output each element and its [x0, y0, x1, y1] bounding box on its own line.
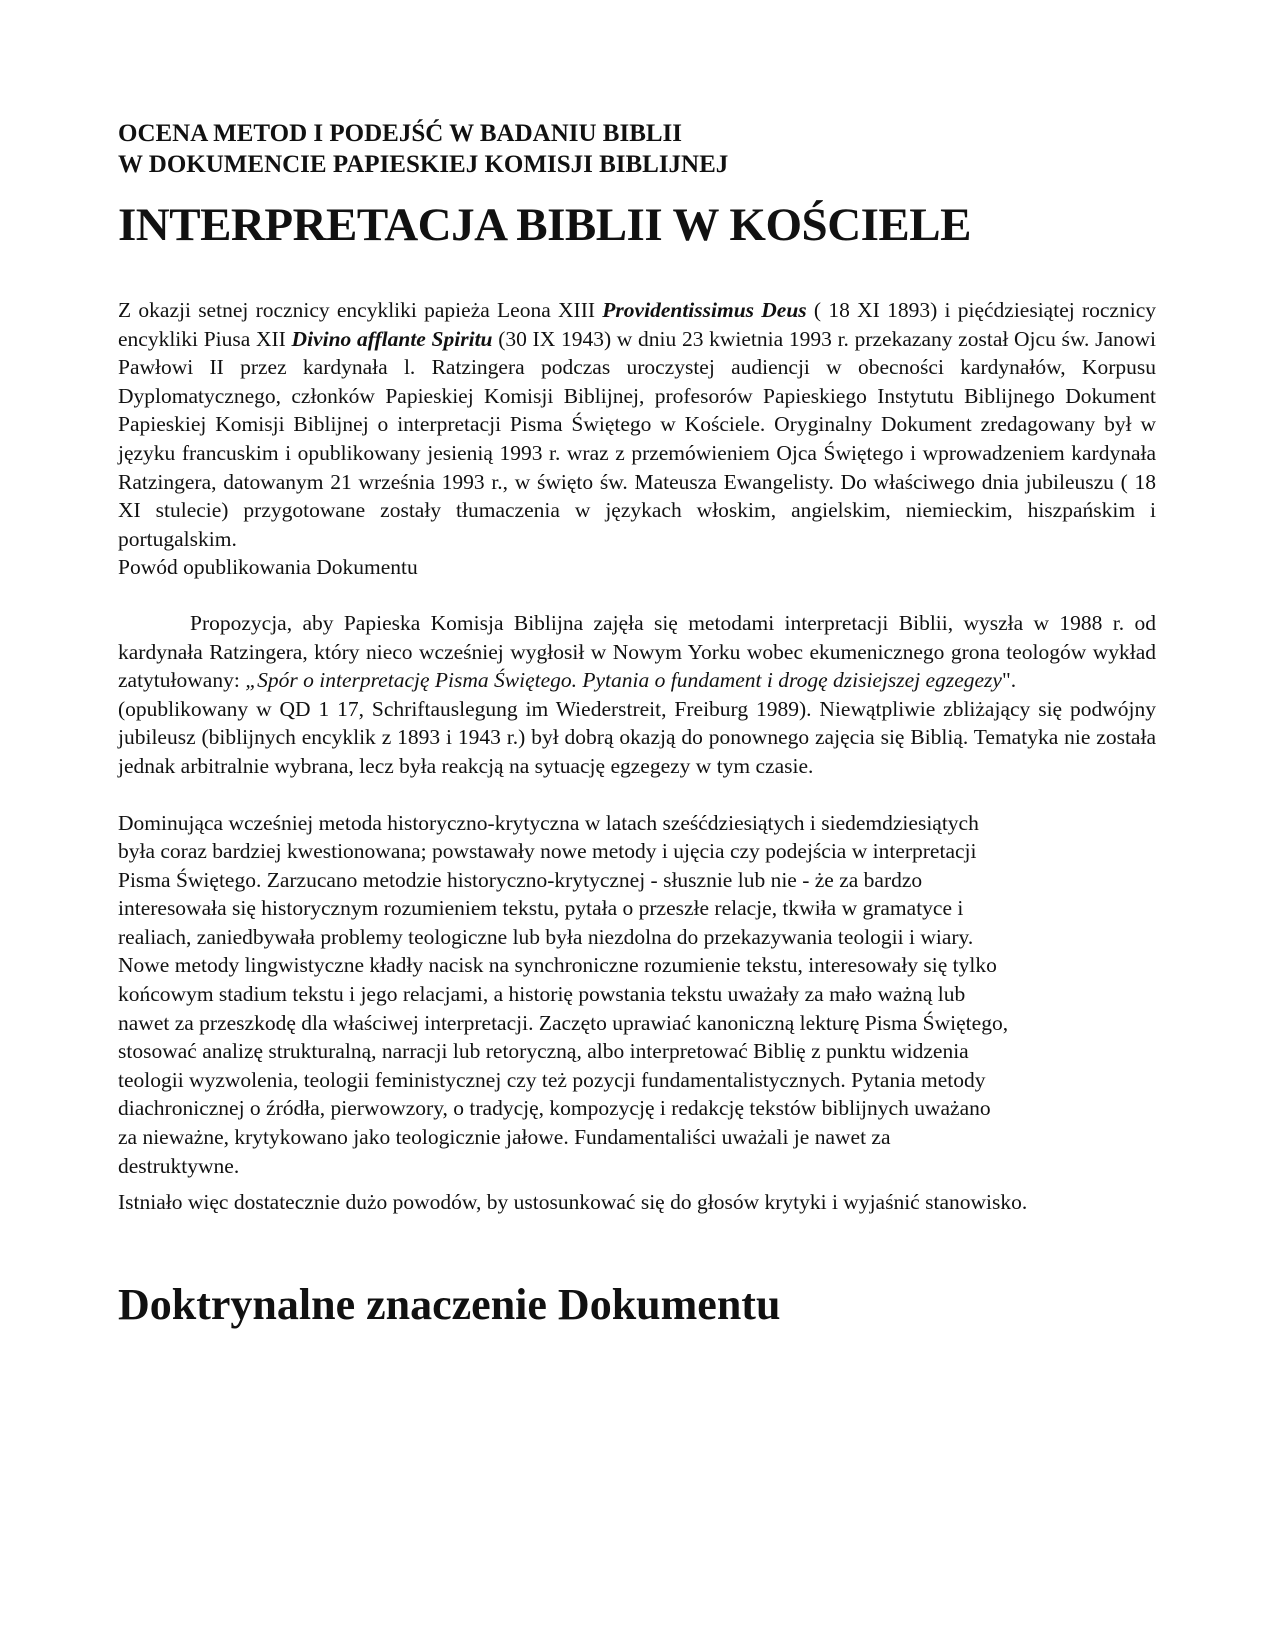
proposal-paragraph	[118, 609, 1156, 695]
dominant-line: realiach, zaniedbywała problemy teologiczne lub była niezdolna do przekazywania teologii i wiary.	[118, 924, 974, 949]
dominant-line: Nowe metody lingwistyczne kładły nacisk na synchroniczne rozumienie tekstu, interesowały się tylko	[118, 953, 997, 978]
section-heading: Doktrynalne znaczenie Dokumentu	[118, 1279, 781, 1329]
kicker-line-2: W DOKUMENCIE PAPIESKIEJ KOMISJI BIBLIJNEJ	[118, 151, 729, 178]
intro-paragraph	[118, 296, 1156, 553]
dominant-line: teologii wyzwolenia, teologii feministycznej czy też pozycji fundamentalistycznych. Pytania metody	[118, 1067, 986, 1092]
proposal-text-2: ".	[1001, 668, 1017, 693]
dominant-line: za nieważne, krytykowano jako teologicznie jałowe. Fundamentaliści uważali je nawet za	[118, 1125, 891, 1150]
published-note-paragraph: (opublikowany w QD 1 17, Schriftauslegung im Wiederstreit, Freiburg 1989). Niewątpliwie zbliżający się podwójny jubileusz (biblijnych encyklik z 1893 i 1943 r.) był dobrą okazją do ponownego zajęcia się Biblią. Tematyka nie została jednak arbitralnie wybrana, lecz była reakcją na sytuację egzegezy w tym czasie.	[118, 696, 1156, 778]
dominant-method-paragraph	[118, 809, 1156, 1181]
proposal-text-1: Propozycja, aby Papieska Komisja Biblijna zajęła się metodami interpretacji Biblii, wyszła w 1988 r. od kardynała Ratzingera, który nieco wcześniej wygłosił w Nowym Yorku wobec ekumenicznego grona teologów wykład zatytułowany:	[118, 610, 1156, 693]
intro-text-1: Z okazji setnej rocznicy encykliki papieża Leona XIII	[118, 298, 603, 322]
dominant-line: była coraz bardziej kwestionowana; powstawały nowe metody i ujęcia czy podejścia w interpretacji	[118, 839, 977, 864]
dominant-line: Dominująca wcześniej metoda historyczno-krytyczna w latach sześćdziesiątych i siedemdziesiątych	[118, 810, 979, 835]
encyclical-title-divino: Divino afflante Spiritu	[291, 326, 493, 351]
dominant-line: nawet za przeszkodę dla właściwej interpretacji. Zaczęto uprawiać kanoniczną lekturę Pisma Świętego,	[118, 1010, 1009, 1035]
reasons-paragraph: Istniało więc dostatecznie dużo powodów, by ustosunkować się do głosów krytyki i wyjaśnić stanowisko.	[118, 1190, 1028, 1215]
document-content	[118, 118, 1156, 1331]
document-title: INTERPRETACJA BIBLII W KOŚCIELE	[118, 199, 971, 251]
dominant-line: diachronicznej o źródła, pierwowzory, o tradycję, kompozycję i redakcję tekstów biblijnych uważano	[118, 1096, 991, 1121]
intro-text-2: ( 18 XI 1893) i pięćdziesiątej rocznicy encykliki Piusa XII	[118, 298, 1156, 351]
dominant-line: Pisma Świętego. Zarzucano metodzie historyczno-krytycznej - słusznie lub nie - że za bardzo	[118, 867, 923, 892]
lecture-title: „Spór o interpretację Pisma Świętego. Pytania o fundament i drogę dzisiejszej egzegezy	[245, 668, 1002, 693]
dominant-line: destruktywne.	[118, 1153, 240, 1178]
kicker-line-1: OCENA METOD I PODEJŚĆ W BADANIU BIBLII	[118, 120, 683, 147]
encyclical-title-providentissimus: Providentissimus Deus	[602, 298, 807, 322]
intro-text-3: (30 IX 1943) w dniu 23 kwietnia 1993 r. przekazany został Ojcu św. Janowi Pawłowi II przez kardynała l. Ratzingera podczas uroczystej audiencji w obecności kardynałów, Korpusu Dyplomatycznego, członków Papieskiej Komisji Biblijnej, profesorów Papieskiego Instytutu Biblijnego Dokument Papieskiej Komisji Biblijnej o interpretacji Pisma Świętego w Kościele. Oryginalny Dokument zredagowany był w języku francuskim i opublikowany jesienią 1993 r. wraz z przemówieniem Ojca Świętego i wprowadzeniem kardynała Ratzingera, datowanym 21 września 1993 r., w święto św. Mateusza Ewangelisty. Do właściwego dnia jubileuszu ( 18 XI stulecie) przygotowane zostały tłumaczenia w językach włoskim, angielskim, niemieckim, hiszpańskim i portugalskim.	[118, 326, 1156, 551]
dominant-line: końcowym stadium tekstu i jego relacjami, a historię powstania tekstu uważały za mało ważną lub	[118, 982, 966, 1007]
dominant-line: stosować analizę strukturalną, narracji lub retoryczną, albo interpretować Biblię z punktu widzenia	[118, 1039, 969, 1064]
subheading-reason: Powód opublikowania Dokumentu	[118, 555, 418, 580]
dominant-line: interesowała się historycznym rozumieniem tekstu, pytała o przeszłe relacje, tkwiła w gramatyce i	[118, 896, 964, 921]
